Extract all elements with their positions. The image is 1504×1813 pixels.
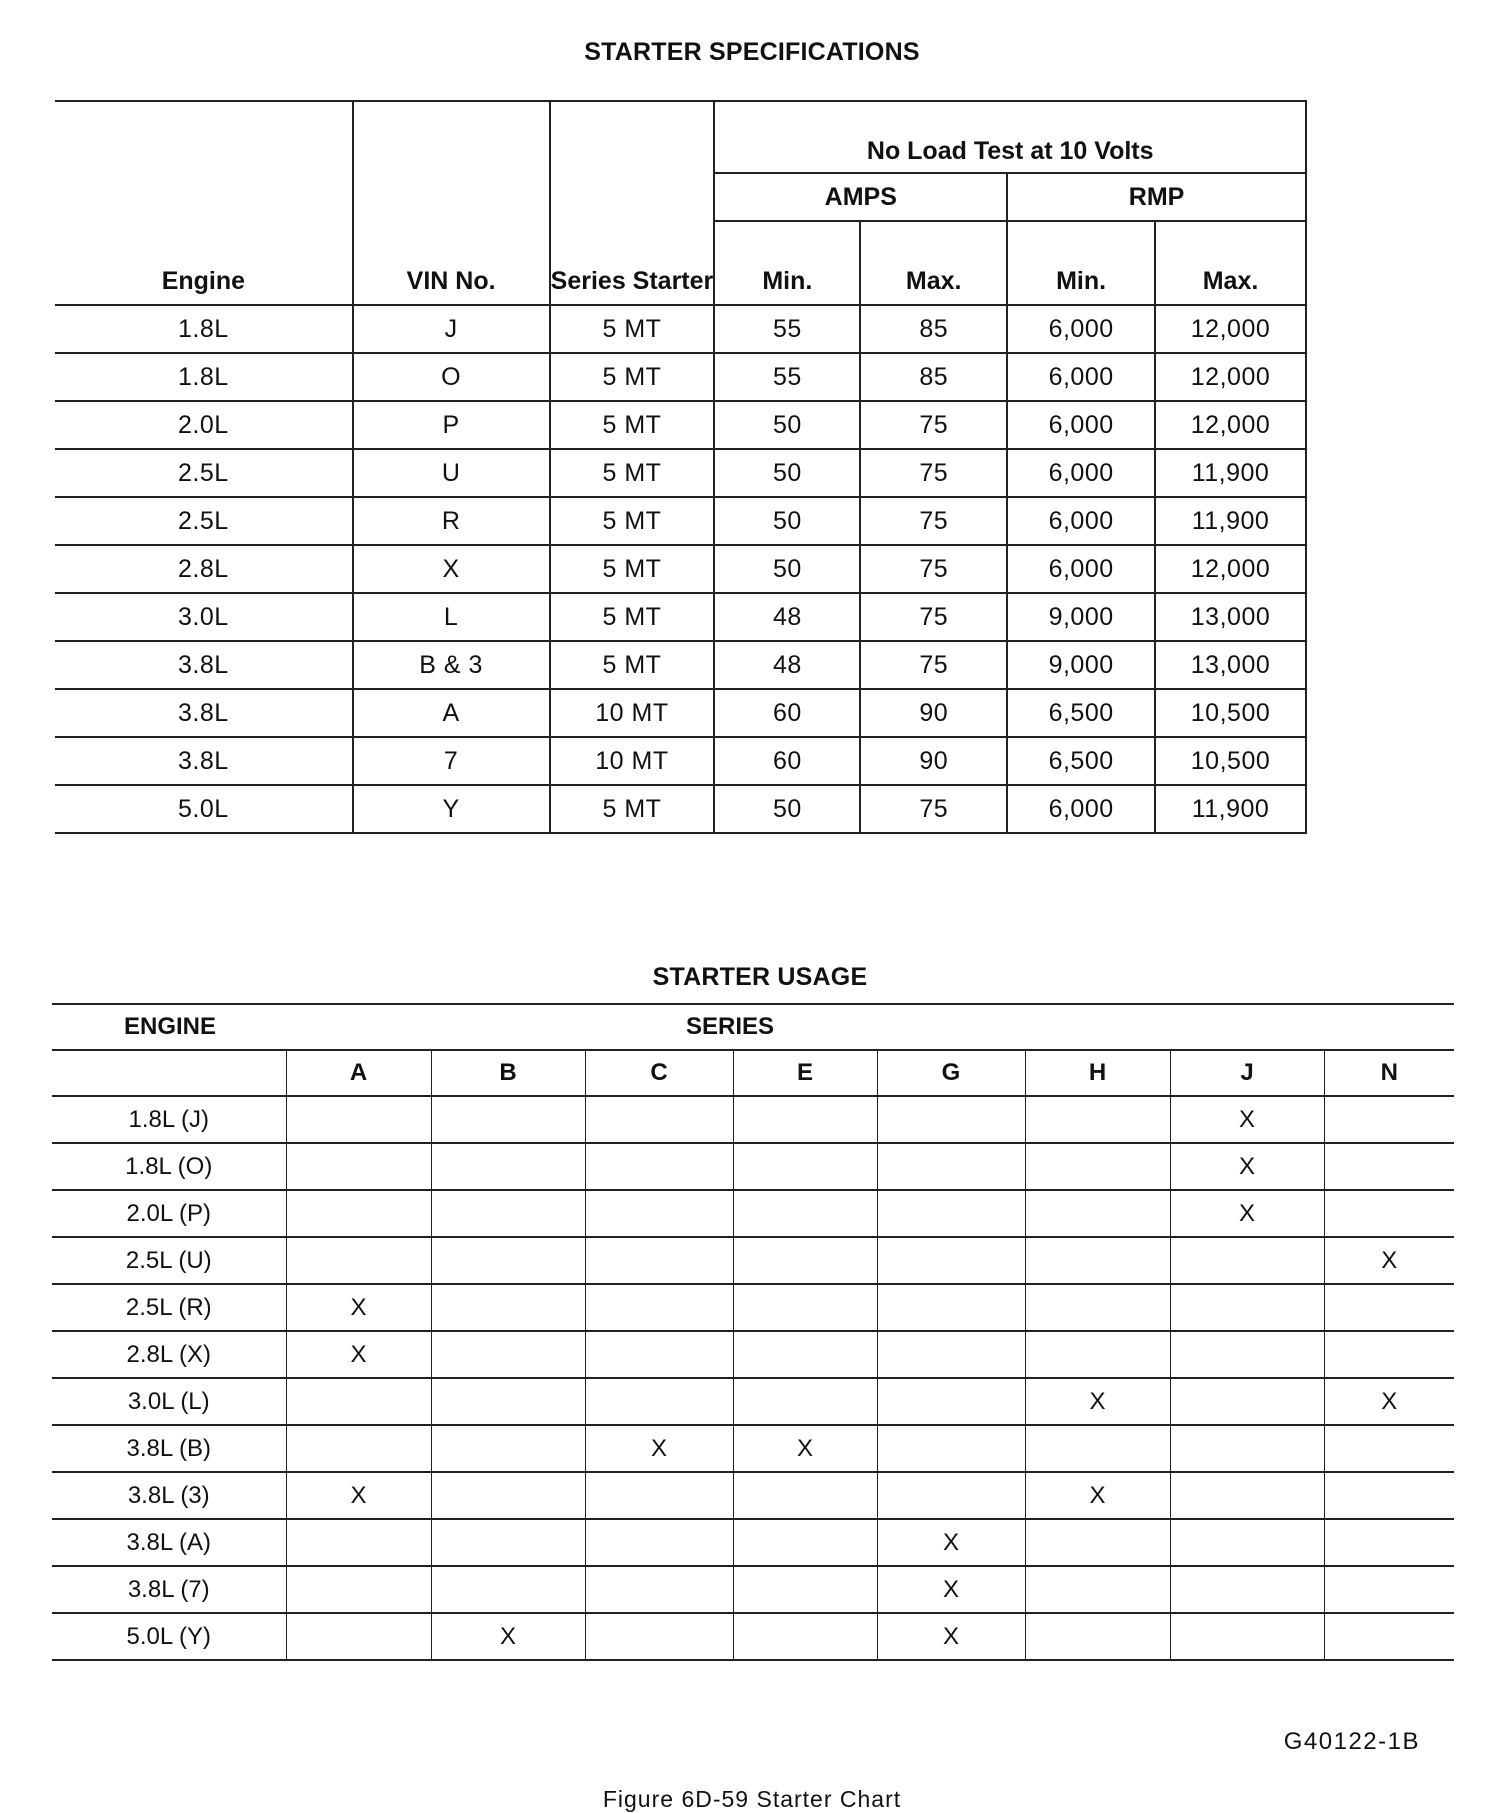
usage-cell-j bbox=[1170, 1472, 1324, 1519]
spec-cell-amps-max: 75 bbox=[860, 497, 1007, 545]
usage-cell-g bbox=[877, 1190, 1025, 1237]
starter-usage-table bbox=[52, 1003, 1454, 1661]
usage-engine-cell: 1.8L (O) bbox=[52, 1143, 286, 1190]
usage-engine-cell: 1.8L (J) bbox=[52, 1096, 286, 1143]
usage-cell-b bbox=[431, 1190, 585, 1237]
usage-cell-e bbox=[733, 1190, 877, 1237]
spec-row bbox=[55, 305, 1306, 353]
spec-cell-amps-max: 85 bbox=[860, 353, 1007, 401]
spec-cell-series: 5 MT bbox=[550, 353, 715, 401]
usage-cell-c bbox=[585, 1237, 733, 1284]
usage-cell-j bbox=[1170, 1519, 1324, 1566]
spec-cell-rmp-min: 6,000 bbox=[1007, 353, 1155, 401]
usage-column-a: A bbox=[286, 1050, 431, 1096]
usage-column-c: C bbox=[585, 1050, 733, 1096]
spec-cell-rmp-min: 6,500 bbox=[1007, 737, 1155, 785]
usage-cell-g: X bbox=[877, 1519, 1025, 1566]
usage-cell-j bbox=[1170, 1378, 1324, 1425]
spec-cell-amps-min: 50 bbox=[714, 401, 860, 449]
spec-cell-amps-max: 75 bbox=[860, 785, 1007, 833]
usage-cell-b bbox=[431, 1331, 585, 1378]
usage-column-g: G bbox=[877, 1050, 1025, 1096]
usage-cell-g: X bbox=[877, 1566, 1025, 1613]
usage-column-blank bbox=[52, 1050, 286, 1096]
usage-cell-g bbox=[877, 1472, 1025, 1519]
usage-cell-j bbox=[1170, 1284, 1324, 1331]
spec-cell-vin: 7 bbox=[353, 737, 550, 785]
spec-cell-series: 5 MT bbox=[550, 593, 715, 641]
spec-row bbox=[55, 689, 1306, 737]
spec-cell-engine: 3.8L bbox=[55, 737, 353, 785]
spec-cell-amps-min: 50 bbox=[714, 449, 860, 497]
usage-row bbox=[52, 1096, 1454, 1143]
usage-cell-j bbox=[1170, 1425, 1324, 1472]
spec-cell-rmp-min: 6,000 bbox=[1007, 449, 1155, 497]
usage-cell-h bbox=[1025, 1284, 1170, 1331]
spec-cell-engine: 2.8L bbox=[55, 545, 353, 593]
spec-cell-rmp-min: 9,000 bbox=[1007, 641, 1155, 689]
usage-engine-cell: 2.5L (R) bbox=[52, 1284, 286, 1331]
usage-row bbox=[52, 1237, 1454, 1284]
usage-cell-b bbox=[431, 1284, 585, 1331]
usage-cell-h bbox=[1025, 1237, 1170, 1284]
spec-cell-amps-min: 60 bbox=[714, 689, 860, 737]
spec-cell-amps-min: 50 bbox=[714, 545, 860, 593]
usage-row bbox=[52, 1378, 1454, 1425]
usage-cell-j bbox=[1170, 1613, 1324, 1660]
usage-cell-n bbox=[1324, 1096, 1454, 1143]
spec-cell-amps-max: 75 bbox=[860, 449, 1007, 497]
usage-cell-n bbox=[1324, 1190, 1454, 1237]
usage-column-b: B bbox=[431, 1050, 585, 1096]
usage-cell-n bbox=[1324, 1566, 1454, 1613]
usage-cell-h bbox=[1025, 1331, 1170, 1378]
spec-cell-amps-min: 55 bbox=[714, 353, 860, 401]
usage-cell-h bbox=[1025, 1519, 1170, 1566]
usage-engine-cell: 2.8L (X) bbox=[52, 1331, 286, 1378]
usage-title: STARTER USAGE bbox=[652, 963, 868, 991]
usage-row bbox=[52, 1425, 1454, 1472]
usage-cell-e bbox=[733, 1096, 877, 1143]
usage-engine-label: ENGINE bbox=[52, 1004, 286, 1050]
spec-cell-vin: O bbox=[353, 353, 550, 401]
usage-cell-e bbox=[733, 1284, 877, 1331]
spec-cell-series: 5 MT bbox=[550, 545, 715, 593]
spec-cell-amps-max: 75 bbox=[860, 545, 1007, 593]
spec-cell-amps-min: 50 bbox=[714, 785, 860, 833]
usage-cell-c: X bbox=[585, 1425, 733, 1472]
spec-cell-rmp-max: 11,900 bbox=[1155, 785, 1306, 833]
header-rmp: RMP bbox=[1007, 173, 1306, 221]
usage-cell-n: X bbox=[1324, 1378, 1454, 1425]
usage-cell-b: X bbox=[431, 1613, 585, 1660]
spec-cell-vin: B & 3 bbox=[353, 641, 550, 689]
usage-column-row bbox=[52, 1050, 1454, 1096]
usage-cell-a: X bbox=[286, 1331, 431, 1378]
usage-cell-a: X bbox=[286, 1472, 431, 1519]
spec-body bbox=[55, 305, 1306, 833]
figure-caption: Figure 6D-59 Starter Chart bbox=[602, 1786, 902, 1812]
usage-cell-e: X bbox=[733, 1425, 877, 1472]
spec-cell-amps-max: 90 bbox=[860, 737, 1007, 785]
spec-cell-rmp-max: 13,000 bbox=[1155, 593, 1306, 641]
spec-cell-amps-max: 85 bbox=[860, 305, 1007, 353]
usage-cell-h: X bbox=[1025, 1378, 1170, 1425]
spec-cell-engine: 5.0L bbox=[55, 785, 353, 833]
spec-cell-engine: 3.0L bbox=[55, 593, 353, 641]
spec-cell-vin: Y bbox=[353, 785, 550, 833]
usage-cell-c bbox=[585, 1331, 733, 1378]
spec-cell-rmp-max: 12,000 bbox=[1155, 545, 1306, 593]
usage-row bbox=[52, 1566, 1454, 1613]
spec-cell-amps-min: 60 bbox=[714, 737, 860, 785]
header-series-starter: Series Starter bbox=[550, 101, 715, 305]
usage-cell-n bbox=[1324, 1519, 1454, 1566]
spec-cell-vin: X bbox=[353, 545, 550, 593]
spec-cell-series: 5 MT bbox=[550, 401, 715, 449]
header-amps: AMPS bbox=[714, 173, 1007, 221]
usage-row bbox=[52, 1143, 1454, 1190]
spec-cell-series: 10 MT bbox=[550, 737, 715, 785]
usage-cell-n bbox=[1324, 1284, 1454, 1331]
spec-cell-rmp-max: 12,000 bbox=[1155, 401, 1306, 449]
spec-cell-rmp-min: 9,000 bbox=[1007, 593, 1155, 641]
usage-cell-j: X bbox=[1170, 1096, 1324, 1143]
usage-cell-g bbox=[877, 1378, 1025, 1425]
spec-cell-series: 10 MT bbox=[550, 689, 715, 737]
usage-cell-g bbox=[877, 1237, 1025, 1284]
usage-cell-a bbox=[286, 1378, 431, 1425]
header-rmp-min: Min. bbox=[1007, 221, 1155, 305]
spec-cell-rmp-max: 12,000 bbox=[1155, 305, 1306, 353]
spec-row bbox=[55, 641, 1306, 689]
usage-cell-a bbox=[286, 1143, 431, 1190]
usage-cell-g bbox=[877, 1143, 1025, 1190]
usage-cell-b bbox=[431, 1237, 585, 1284]
usage-cell-g bbox=[877, 1096, 1025, 1143]
usage-cell-a bbox=[286, 1613, 431, 1660]
spec-header-row-1 bbox=[55, 101, 1306, 173]
usage-cell-c bbox=[585, 1613, 733, 1660]
usage-cell-c bbox=[585, 1190, 733, 1237]
usage-cell-a: X bbox=[286, 1284, 431, 1331]
usage-cell-e bbox=[733, 1378, 877, 1425]
usage-cell-g: X bbox=[877, 1613, 1025, 1660]
spec-cell-rmp-max: 10,500 bbox=[1155, 689, 1306, 737]
usage-cell-e bbox=[733, 1143, 877, 1190]
usage-cell-g bbox=[877, 1284, 1025, 1331]
spec-row bbox=[55, 785, 1306, 833]
usage-engine-cell: 3.8L (7) bbox=[52, 1566, 286, 1613]
usage-cell-n: X bbox=[1324, 1237, 1454, 1284]
spec-cell-vin: L bbox=[353, 593, 550, 641]
header-engine: Engine bbox=[55, 101, 353, 305]
spec-row bbox=[55, 737, 1306, 785]
usage-cell-c bbox=[585, 1378, 733, 1425]
spec-cell-series: 5 MT bbox=[550, 305, 715, 353]
usage-cell-n bbox=[1324, 1613, 1454, 1660]
usage-cell-b bbox=[431, 1566, 585, 1613]
usage-row bbox=[52, 1190, 1454, 1237]
usage-cell-j bbox=[1170, 1331, 1324, 1378]
starter-specifications-table bbox=[55, 100, 1307, 834]
usage-engine-cell: 3.8L (3) bbox=[52, 1472, 286, 1519]
usage-cell-g bbox=[877, 1425, 1025, 1472]
spec-cell-rmp-max: 13,000 bbox=[1155, 641, 1306, 689]
usage-cell-a bbox=[286, 1237, 431, 1284]
spec-cell-engine: 2.0L bbox=[55, 401, 353, 449]
usage-cell-c bbox=[585, 1096, 733, 1143]
spec-cell-engine: 1.8L bbox=[55, 353, 353, 401]
usage-series-label: SERIES bbox=[286, 1004, 1454, 1050]
spec-cell-amps-min: 48 bbox=[714, 641, 860, 689]
usage-cell-e bbox=[733, 1331, 877, 1378]
usage-cell-g bbox=[877, 1331, 1025, 1378]
spec-cell-rmp-max: 12,000 bbox=[1155, 353, 1306, 401]
usage-cell-h bbox=[1025, 1143, 1170, 1190]
usage-cell-b bbox=[431, 1519, 585, 1566]
usage-cell-a bbox=[286, 1096, 431, 1143]
spec-cell-rmp-min: 6,000 bbox=[1007, 401, 1155, 449]
spec-cell-engine: 2.5L bbox=[55, 497, 353, 545]
usage-cell-e bbox=[733, 1566, 877, 1613]
spec-cell-vin: P bbox=[353, 401, 550, 449]
usage-engine-cell: 3.8L (B) bbox=[52, 1425, 286, 1472]
usage-cell-h bbox=[1025, 1425, 1170, 1472]
header-vin: VIN No. bbox=[353, 101, 550, 305]
usage-cell-a bbox=[286, 1190, 431, 1237]
usage-cell-c bbox=[585, 1472, 733, 1519]
usage-engine-cell: 2.5L (U) bbox=[52, 1237, 286, 1284]
spec-cell-rmp-min: 6,000 bbox=[1007, 785, 1155, 833]
spec-cell-rmp-min: 6,500 bbox=[1007, 689, 1155, 737]
usage-cell-a bbox=[286, 1519, 431, 1566]
usage-cell-a bbox=[286, 1425, 431, 1472]
spec-cell-rmp-min: 6,000 bbox=[1007, 545, 1155, 593]
usage-cell-e bbox=[733, 1613, 877, 1660]
spec-cell-rmp-max: 10,500 bbox=[1155, 737, 1306, 785]
figure-code: G40122-1B bbox=[1283, 1728, 1420, 1755]
usage-cell-a bbox=[286, 1566, 431, 1613]
header-rmp-max: Max. bbox=[1155, 221, 1306, 305]
spec-cell-series: 5 MT bbox=[550, 449, 715, 497]
usage-cell-n bbox=[1324, 1472, 1454, 1519]
spec-cell-rmp-max: 11,900 bbox=[1155, 449, 1306, 497]
spec-cell-engine: 3.8L bbox=[55, 641, 353, 689]
usage-cell-c bbox=[585, 1284, 733, 1331]
usage-row bbox=[52, 1613, 1454, 1660]
usage-cell-h bbox=[1025, 1613, 1170, 1660]
usage-cell-h bbox=[1025, 1190, 1170, 1237]
usage-cell-b bbox=[431, 1425, 585, 1472]
spec-row bbox=[55, 545, 1306, 593]
spec-cell-series: 5 MT bbox=[550, 641, 715, 689]
usage-cell-b bbox=[431, 1378, 585, 1425]
usage-row bbox=[52, 1472, 1454, 1519]
spec-cell-engine: 1.8L bbox=[55, 305, 353, 353]
usage-cell-n bbox=[1324, 1143, 1454, 1190]
spec-cell-amps-min: 50 bbox=[714, 497, 860, 545]
usage-engine-cell: 5.0L (Y) bbox=[52, 1613, 286, 1660]
header-amps-max: Max. bbox=[860, 221, 1007, 305]
spec-cell-amps-min: 55 bbox=[714, 305, 860, 353]
usage-cell-b bbox=[431, 1143, 585, 1190]
spec-row bbox=[55, 497, 1306, 545]
usage-cell-j bbox=[1170, 1237, 1324, 1284]
header-amps-min: Min. bbox=[714, 221, 860, 305]
spec-cell-vin: R bbox=[353, 497, 550, 545]
spec-cell-amps-max: 75 bbox=[860, 401, 1007, 449]
usage-cell-c bbox=[585, 1143, 733, 1190]
spec-cell-amps-min: 48 bbox=[714, 593, 860, 641]
header-no-load-test: No Load Test at 10 Volts bbox=[714, 101, 1306, 173]
spec-row bbox=[55, 401, 1306, 449]
spec-cell-vin: A bbox=[353, 689, 550, 737]
spec-cell-engine: 3.8L bbox=[55, 689, 353, 737]
usage-column-h: H bbox=[1025, 1050, 1170, 1096]
usage-column-e: E bbox=[733, 1050, 877, 1096]
usage-cell-e bbox=[733, 1237, 877, 1284]
usage-engine-cell: 3.0L (L) bbox=[52, 1378, 286, 1425]
spec-cell-rmp-min: 6,000 bbox=[1007, 497, 1155, 545]
usage-row bbox=[52, 1331, 1454, 1378]
spec-cell-amps-max: 75 bbox=[860, 641, 1007, 689]
usage-cell-e bbox=[733, 1472, 877, 1519]
usage-cell-j: X bbox=[1170, 1190, 1324, 1237]
spec-title: STARTER SPECIFICATIONS bbox=[584, 38, 920, 66]
usage-cell-e bbox=[733, 1519, 877, 1566]
usage-cell-h bbox=[1025, 1566, 1170, 1613]
usage-cell-j: X bbox=[1170, 1143, 1324, 1190]
usage-cell-h bbox=[1025, 1096, 1170, 1143]
usage-row bbox=[52, 1284, 1454, 1331]
spec-cell-series: 5 MT bbox=[550, 497, 715, 545]
usage-column-j: J bbox=[1170, 1050, 1324, 1096]
usage-header-row bbox=[52, 1004, 1454, 1050]
usage-cell-n bbox=[1324, 1331, 1454, 1378]
spec-cell-rmp-max: 11,900 bbox=[1155, 497, 1306, 545]
usage-cell-b bbox=[431, 1472, 585, 1519]
spec-row bbox=[55, 353, 1306, 401]
spec-cell-vin: U bbox=[353, 449, 550, 497]
spec-cell-amps-max: 90 bbox=[860, 689, 1007, 737]
spec-row bbox=[55, 449, 1306, 497]
usage-column-n: N bbox=[1324, 1050, 1454, 1096]
spec-cell-series: 5 MT bbox=[550, 785, 715, 833]
spec-cell-vin: J bbox=[353, 305, 550, 353]
spec-row bbox=[55, 593, 1306, 641]
usage-body bbox=[52, 1096, 1454, 1660]
usage-cell-n bbox=[1324, 1425, 1454, 1472]
usage-cell-h: X bbox=[1025, 1472, 1170, 1519]
usage-engine-cell: 3.8L (A) bbox=[52, 1519, 286, 1566]
usage-cell-j bbox=[1170, 1566, 1324, 1613]
spec-cell-engine: 2.5L bbox=[55, 449, 353, 497]
usage-cell-c bbox=[585, 1566, 733, 1613]
spec-cell-rmp-min: 6,000 bbox=[1007, 305, 1155, 353]
spec-cell-amps-max: 75 bbox=[860, 593, 1007, 641]
usage-row bbox=[52, 1519, 1454, 1566]
usage-cell-c bbox=[585, 1519, 733, 1566]
usage-cell-b bbox=[431, 1096, 585, 1143]
usage-engine-cell: 2.0L (P) bbox=[52, 1190, 286, 1237]
